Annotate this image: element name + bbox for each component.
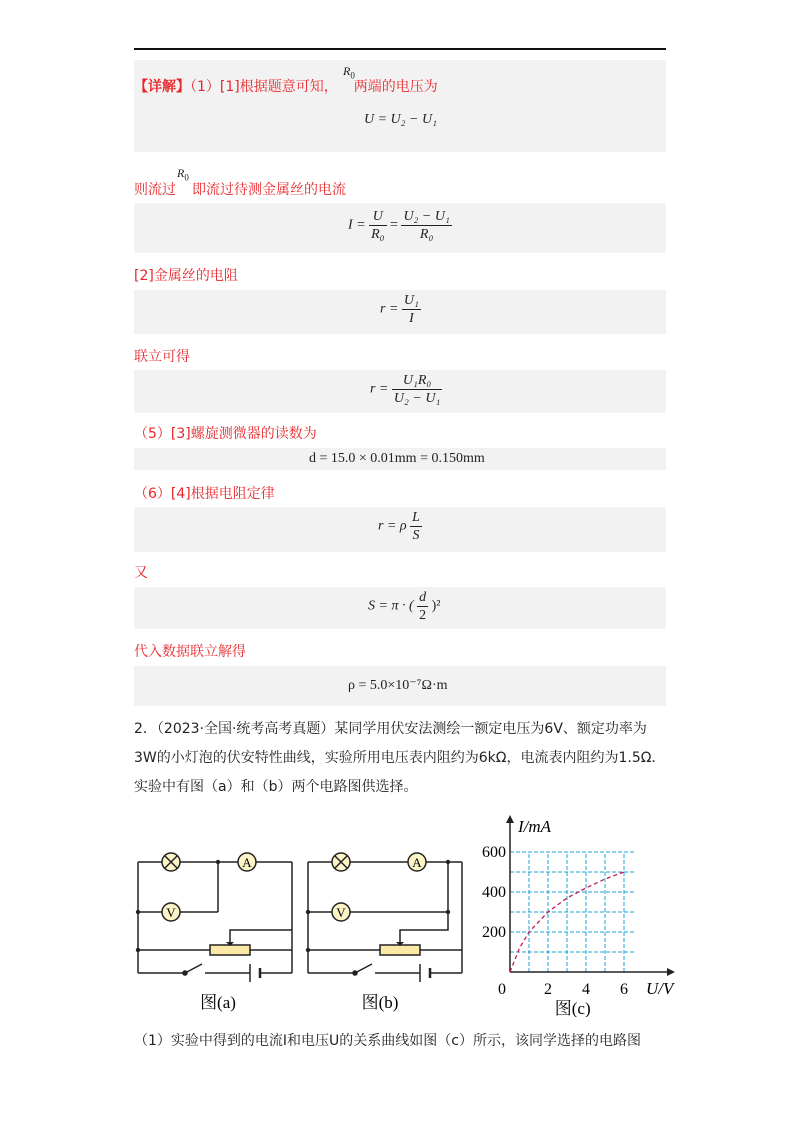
- lamp-a: [162, 853, 180, 871]
- solution-line-8: 代入数据联立解得: [134, 644, 246, 660]
- line1-text: （1）[1]根据题意可知，: [190, 79, 338, 95]
- caption-c: 图(c): [554, 999, 591, 1017]
- equation-7: S = π · ( $\frac{d}{2}$ )²: [368, 590, 441, 623]
- equation-3: r = $\frac{\text{U₁}}{I}$: [380, 293, 419, 326]
- iv-chart: [470, 812, 680, 1017]
- question-1-text: （1）实验中得到的电流I和电压U的关系曲线如图（c）所示，该同学选择的电路图: [134, 1033, 641, 1049]
- voltmeter-b-label: V: [336, 905, 346, 920]
- circuit-a: [130, 840, 300, 1015]
- y-axis-arrow: [506, 815, 514, 823]
- solution-line-3: [2]金属丝的电阻: [134, 268, 238, 284]
- battery-b: [420, 964, 430, 982]
- solution-line-5: （5）[3]螺旋测微器的读数为: [134, 426, 317, 442]
- r0-symbol-2: $R_0$: [177, 166, 189, 183]
- r0-symbol-1: $R_0$: [343, 64, 355, 81]
- equation-6: r = ρ $\frac{L}{S}$: [378, 510, 420, 543]
- ammeter-b-label: A: [412, 855, 422, 870]
- solution-line-1: [134, 76, 438, 96]
- math-block-1: [134, 60, 666, 152]
- rheostat-b: [380, 945, 420, 955]
- solution-line-2: [134, 179, 346, 199]
- y-tick-label: 400: [482, 884, 506, 901]
- solution-line-7: 又: [134, 565, 148, 581]
- problem-line-3: 实验中有图（a）和（b）两个电路图供选择。: [134, 779, 418, 795]
- equation-4: r = $\frac{\text{U₁R₀}}{\text{U₂ − U₁}}$: [370, 373, 441, 406]
- line1-suffix: 两端的电压为: [353, 79, 438, 95]
- solution-line-4: 联立可得: [134, 349, 190, 365]
- equation-2: I = $\frac{U}{\text{R₀}}$ = $\frac{\text{U₂ − U₁}}{\text{R₀}}$: [348, 209, 450, 242]
- ammeter-a-label: A: [242, 855, 252, 870]
- switch-a: [183, 964, 202, 975]
- line2-suffix: 即流过待测金属丝的电流: [192, 182, 346, 198]
- caption-b: 图(b): [361, 993, 399, 1012]
- equation-8: ρ = 5.0×10⁻⁷Ω·m: [348, 678, 448, 693]
- top-rule: [134, 48, 666, 50]
- rheostat-a: [210, 945, 250, 955]
- chart-y-label: I/mA: [518, 817, 552, 836]
- caption-a: 图(a): [200, 993, 236, 1012]
- chart-x-label: U/V: [646, 979, 674, 998]
- battery-a: [250, 964, 260, 982]
- y-tick-label: 200: [482, 924, 506, 941]
- solution-tag: 【详解】: [134, 79, 190, 95]
- problem-line-2: 3W的小灯泡的伏安特性曲线，实验所用电压表内阻约为6kΩ，电流表内阻约为1.5Ω．: [134, 750, 666, 766]
- equation-1: U = U₂ − U₁: [364, 112, 437, 127]
- line2-prefix: 则流过: [134, 182, 176, 198]
- lamp-b: [332, 853, 350, 871]
- x-tick-label: 2: [544, 981, 552, 998]
- x-tick-label: 6: [620, 981, 628, 998]
- problem-2-text: [134, 715, 674, 802]
- voltmeter-a-label: V: [166, 905, 176, 920]
- equation-5: d = 15.0 × 0.01mm = 0.150mm: [309, 451, 485, 466]
- x-tick-label: 4: [582, 981, 590, 998]
- y-tick-label: 600: [482, 844, 506, 861]
- circuit-b: [300, 840, 470, 1015]
- chart-origin-label: 0: [498, 981, 506, 998]
- x-axis-arrow: [667, 968, 675, 976]
- switch-b: [353, 964, 372, 975]
- solution-line-6: （6）[4]根据电阻定律: [134, 486, 275, 502]
- problem-line-1: 2．（2023·全国·统考高考真题）某同学用伏安法测绘一额定电压为6V、额定功率为: [134, 721, 647, 737]
